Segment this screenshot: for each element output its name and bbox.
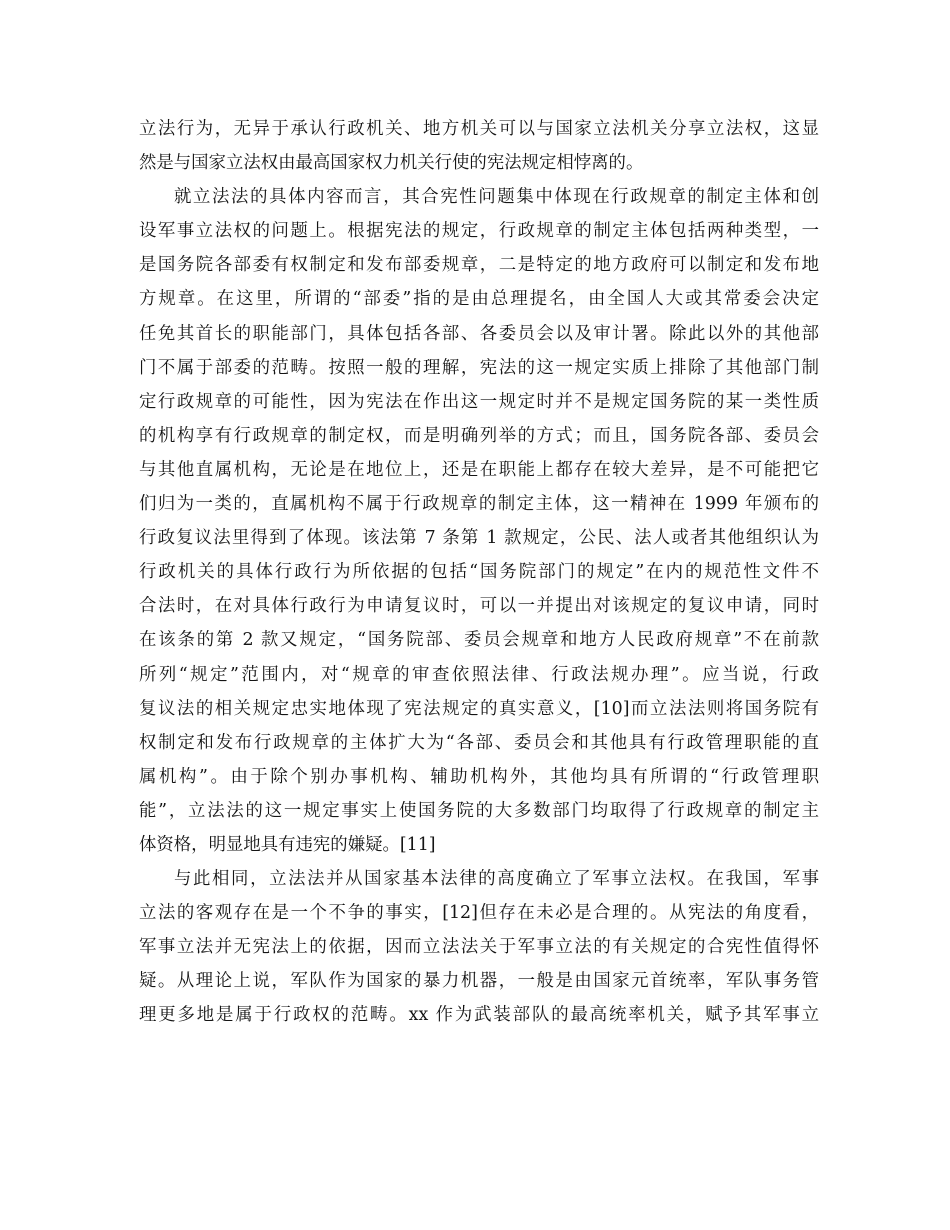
text-line: 任免其首长的职能部门，具体包括各部、各委员会以及审计署。除此以外的其他部 bbox=[139, 323, 819, 344]
text-line: 体资格，明显地具有违宪的嫌疑。[11] bbox=[139, 834, 436, 855]
text-line: 门不属于部委的范畴。按照一般的理解，宪法的这一规定实质上排除了其他部门制 bbox=[139, 357, 819, 378]
text-line: 行政机关的具体行政行为所依据的包括“国务院部门的规定”在内的规范性文件不 bbox=[139, 562, 819, 583]
document-body bbox=[139, 112, 819, 1033]
text-line: 复议法的相关规定忠实地体现了宪法规定的真实意义，[10]而立法法则将国务院有 bbox=[139, 698, 819, 719]
text-line: 立法的客观存在是一个不争的事实，[12]但存在未必是合理的。从宪法的角度看， bbox=[139, 903, 819, 924]
text-line: 然是与国家立法权由最高国家权力机关行使的宪法规定相悖离的。 bbox=[139, 153, 644, 174]
text-line: 所列“规定”范围内，对“规章的审查依照法律、行政法规办理”。应当说，行政 bbox=[139, 664, 819, 685]
text-line: 理更多地是属于行政权的范畴。xx 作为武装部队的最高统率机关，赋予其军事立 bbox=[139, 1005, 819, 1026]
text-line: 是国务院各部委有权制定和发布部委规章，二是特定的地方政府可以制定和发布地 bbox=[139, 255, 819, 276]
text-line: 就立法法的具体内容而言，其合宪性问题集中体现在行政规章的制定主体和创 bbox=[174, 187, 819, 208]
text-line: 疑。从理论上说，军队作为国家的暴力机器，一般是由国家元首统率，军队事务管 bbox=[139, 971, 819, 992]
text-line: 定行政规章的可能性，因为宪法在作出这一规定时并不是规定国务院的某一类性质 bbox=[139, 391, 819, 412]
text-line: 在该条的第 2 款又规定，“国务院部、委员会规章和地方人民政府规章”不在前款 bbox=[139, 630, 819, 651]
text-line: 的机构享有行政规章的制定权，而是明确列举的方式；而且，国务院各部、委员会 bbox=[139, 425, 819, 446]
text-line: 合法时，在对具体行政行为申请复议时，可以一并提出对该规定的复议申请，同时 bbox=[139, 596, 819, 617]
text-line: 权制定和发布行政规章的主体扩大为“各部、委员会和其他具有行政管理职能的直 bbox=[139, 732, 819, 753]
text-line: 行政复议法里得到了体现。该法第 7 条第 1 款规定，公民、法人或者其他组织认为 bbox=[139, 528, 819, 549]
text-line: 方规章。在这里，所谓的“部委”指的是由总理提名，由全国人大或其常委会决定 bbox=[139, 289, 819, 310]
text-line: 们归为一类的，直属机构不属于行政规章的制定主体，这一精神在 1999 年颁布的 bbox=[139, 494, 819, 515]
text-line: 军事立法并无宪法上的依据，因而立法法关于军事立法的有关规定的合宪性值得怀 bbox=[139, 937, 819, 958]
text-line: 与此相同，立法法并从国家基本法律的高度确立了军事立法权。在我国，军事 bbox=[174, 869, 819, 890]
text-line: 立法行为，无异于承认行政机关、地方机关可以与国家立法机关分享立法权，这显 bbox=[139, 119, 819, 139]
text-line: 能”，立法法的这一规定事实上使国务院的大多数部门均取得了行政规章的制定主 bbox=[139, 800, 819, 821]
text-line: 与其他直属机构，无论是在地位上，还是在职能上都存在较大差异，是不可能把它 bbox=[139, 459, 819, 480]
text-line: 属机构”。由于除个别办事机构、辅助机构外，其他均具有所谓的“行政管理职 bbox=[139, 766, 819, 787]
text-line: 设军事立法权的问题上。根据宪法的规定，行政规章的制定主体包括两种类型，一 bbox=[139, 221, 819, 242]
